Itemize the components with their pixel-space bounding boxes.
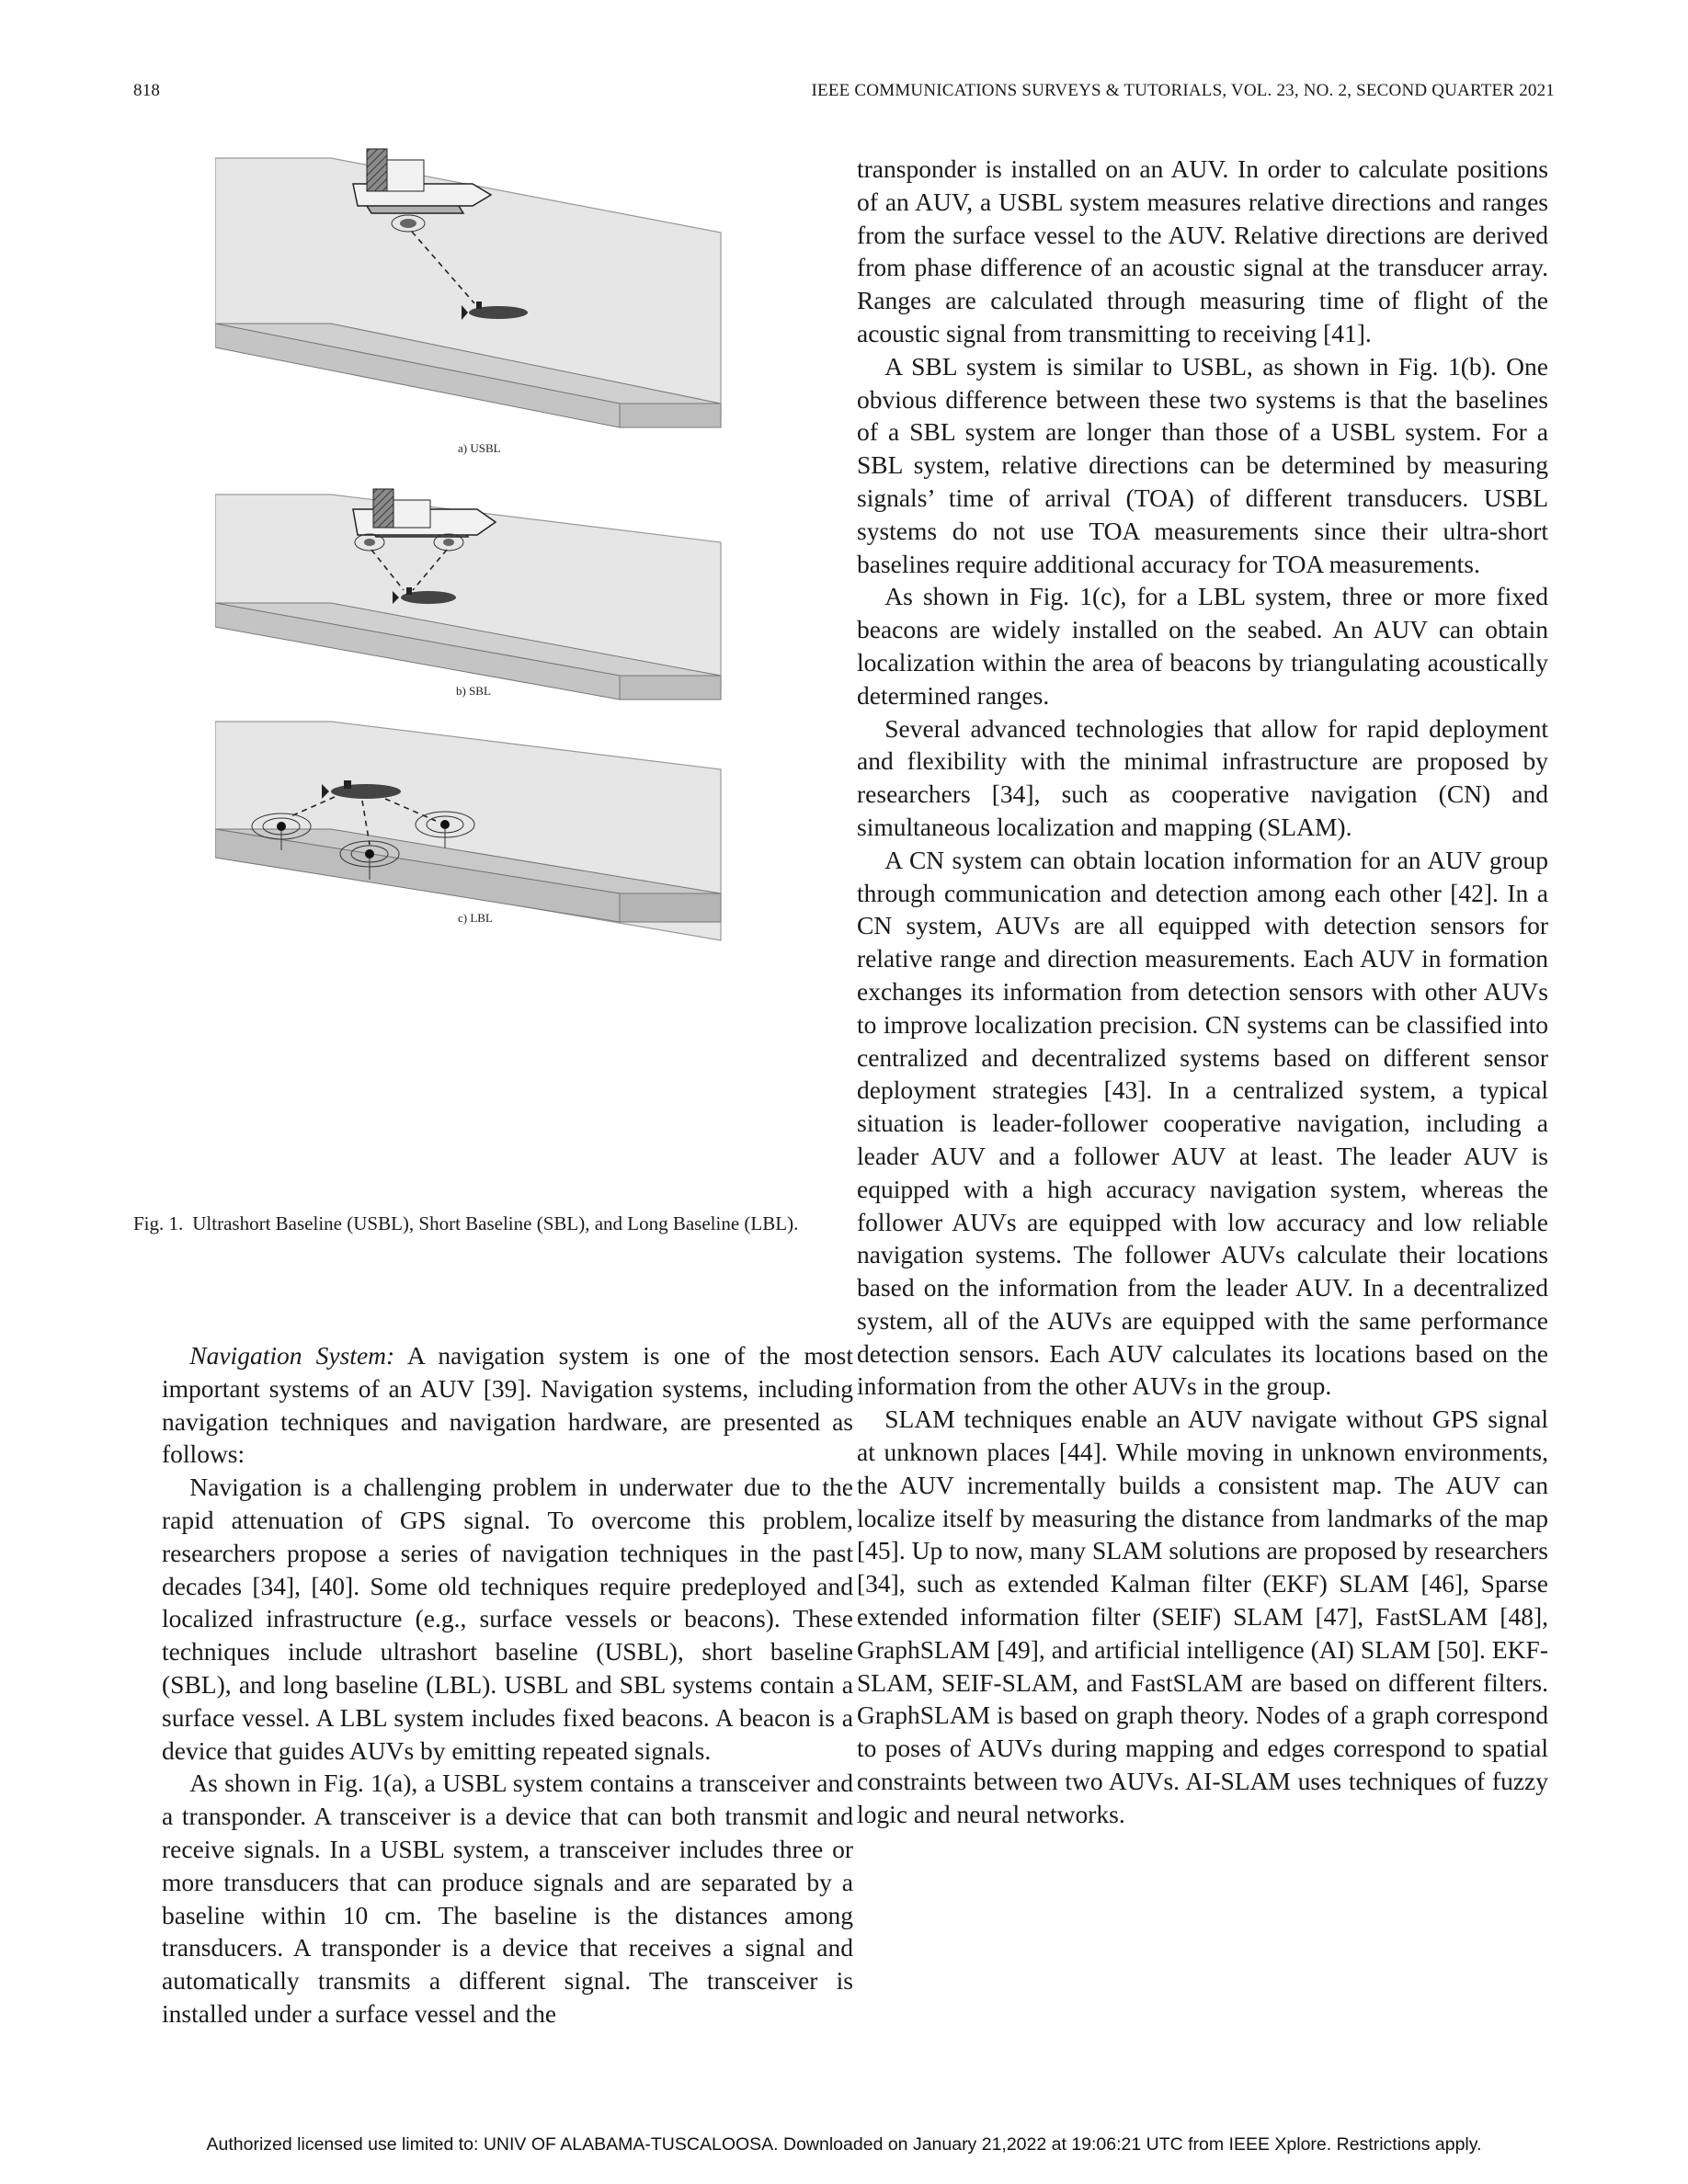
subfigure-label-c: c) LBL xyxy=(458,911,493,925)
paragraph: SLAM techniques enable an AUV navigate without GPS signal at unknown places [44]. While moving in unknown environments, the AUV incrementally builds a consistent map. The AUV can localize itself by measuring the distance from landmarks of the map [45]. Up to now, many SLAM solutions are proposed by researchers [34], such as extended Kalman filter (EKF) SLAM [46], Sparse extended information filter (SEIF) SLAM [47], FastSLAM [48], GraphSLAM [49], and artificial intelligence (AI) SLAM [50]. EKF-SLAM, SEIF-SLAM, and FastSLAM are based on different filters. GraphSLAM is based on graph theory. Nodes of a graph correspond to poses of AUVs during mapping and edges correspond to spatial constraints between two AUVs. AI-SLAM uses techniques of fuzzy logic and neural networks. xyxy=(857,1405,1548,1828)
panel-lbl xyxy=(215,722,721,940)
paragraph: transponder is installed on an AUV. In order to calculate positions of an AUV, a USBL system measures relative directions and ranges from the surface vessel to the AUV. Relative directions are derived from phase difference of an acoustic signal at the transducer array. Ranges are calculated through measuring time of flight of the acoustic signal from transmitting to receiving [41]. xyxy=(857,154,1548,347)
subfigure-label-b: b) SBL xyxy=(456,684,491,698)
right-column xyxy=(857,153,1548,1831)
figure-caption xyxy=(133,1211,825,1235)
caption-text: Ultrashort Baseline (USBL), Short Baseline (SBL), and Long Baseline (LBL). xyxy=(192,1212,799,1234)
surface-vessel-icon xyxy=(353,489,496,537)
left-column xyxy=(162,1339,853,2030)
caption-label: Fig. 1. xyxy=(133,1212,184,1234)
section-heading: Navigation System: xyxy=(189,1341,395,1370)
panel-sbl xyxy=(215,489,721,700)
surface-vessel-icon xyxy=(353,149,491,213)
paragraph: As shown in Fig. 1(c), for a LBL system, three or more fixed beacons are widely installed on the seabed. An AUV can obtain localization within the area of beacons by triangulating acoustically determined ranges. xyxy=(857,582,1548,710)
panel-usbl xyxy=(215,149,721,455)
paragraph: Navigation System: A navigation system is one of the most important systems of an AUV [39]. Navigation systems, including navigation techniques and navigation hardware, are presented as follows: xyxy=(162,1341,853,1469)
page-number: 818 xyxy=(133,81,161,100)
paragraph: A CN system can obtain location information for an AUV group through communication and detection among each other [42]. In a CN system, AUVs are all equipped with detection sensors for relative range and direction measurements. Each AUV in formation exchanges its information from detection sensors with other AUVs to improve localization precision. CN systems can be classified into centralized and decentralized systems based on different sensor deployment strategies [43]. In a centralized system, a typical situation is leader-follower cooperative navigation, including a leader AUV and a follower AUV at least. The leader AUV is equipped with a high accuracy navigation system, whereas the follower AUVs are equipped with low accuracy and low reliable navigation systems. The follower AUVs calculate their locations based on the information from the leader AUV. In a decentralized system, all of the AUVs are equipped with the same performance detection sensors. Each AUV calculates its locations based on the information from the other AUVs in the group. xyxy=(857,845,1548,1401)
paragraph: Several advanced technologies that allow for rapid deployment and flexibility with the minimal infrastructure are proposed by researchers [34], such as cooperative navigation (CN) and simultaneous localization and mapping (SLAM). xyxy=(857,713,1548,841)
paragraph: Navigation is a challenging problem in underwater due to the rapid attenuation of GPS signal. To overcome this problem, researchers propose a series of navigation techniques in the past decades [34], [40]. Some old techniques require predeployed and localized infrastructure (e.g., surface vessels or beacons). These techniques include ultrashort baseline (USBL), short baseline (SBL), and long baseline (LBL). USBL and SBL systems contain a surface vessel. A LBL system includes fixed beacons. A beacon is a device that guides AUVs by emitting repeated signals. xyxy=(162,1473,853,1765)
paragraph: As shown in Fig. 1(a), a USBL system contains a transceiver and a transponder. A transceiver is a device that can both transmit and receive signals. In a USBL system, a transceiver includes three or more transducers that can produce signals and are separated by a baseline within 10 cm. The baseline is the distances among transducers. A transponder is a device that receives a signal and automatically transmits a different signal. The transceiver is installed under a surface vessel and the xyxy=(162,1769,853,2028)
paragraph: A SBL system is similar to USBL, as shown in Fig. 1(b). One obvious difference between these two systems is that the baselines of a SBL system are longer than those of a USBL system. For a SBL system, relative directions can be determined by measuring signals’ time of arrival (TOA) of different transducers. USBL systems do not use TOA measurements since their ultra-short baselines require additional accuracy for TOA measurements. xyxy=(857,351,1548,578)
license-footer: Authorized licensed use limited to: UNIV OF ALABAMA-TUSCALOOSA. Downloaded on January 21,2022 at 19:06:21 UTC from IEEE Xplore. Restrictions apply. xyxy=(206,2134,1482,2155)
figure-1-illustration xyxy=(215,147,767,1195)
running-head: IEEE COMMUNICATIONS SURVEYS & TUTORIALS, VOL. 23, NO. 2, SECOND QUARTER 2021 xyxy=(811,81,1555,100)
subfigure-label-a: a) USBL xyxy=(458,441,501,455)
figure-1 xyxy=(215,147,767,1195)
